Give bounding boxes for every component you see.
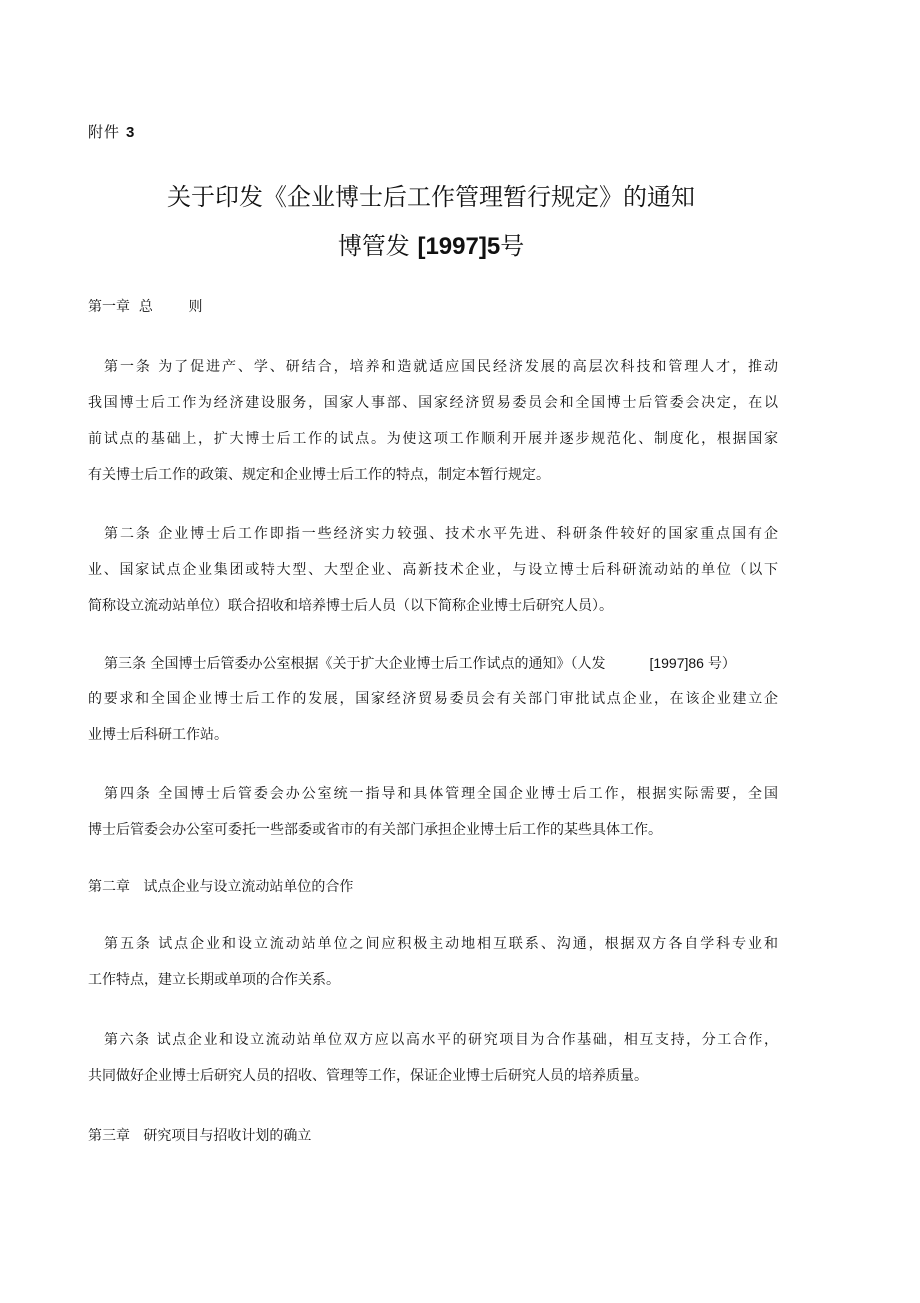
attachment-number: 3 bbox=[126, 124, 136, 141]
article-3-continued bbox=[88, 681, 778, 753]
article-3-line: 的要求和全国企业博士后工作的发展，国家经济贸易委员会有关部门审批试点企业，在该企业建立企 bbox=[88, 691, 778, 707]
chapter-2-heading: 第二章 试点企业与设立流动站单位的合作 bbox=[88, 879, 354, 895]
article-1-line: 前试点的基础上，扩大博士后工作的试点。为使这项工作顺利开展并逐步规范化、制度化，根据国家 bbox=[88, 431, 778, 447]
article-3-text: 第三条 全国博士后管委办公室根据《关于扩大企业博士后工作试点的通知》（人发 bbox=[104, 656, 606, 672]
document-number bbox=[60, 229, 802, 264]
article-6-line: 第六条 试点企业和设立流动站单位双方应以高水平的研究项目为合作基础，相互支持，分工合作， bbox=[104, 1032, 778, 1048]
article-2-line: 第二条 企业博士后工作即指一些经济实力较强、技术水平先进、科研条件较好的国家重点国有企 bbox=[104, 526, 778, 542]
article-4 bbox=[88, 776, 778, 848]
article-5 bbox=[88, 926, 778, 998]
article-3-line bbox=[88, 645, 830, 682]
article-4-line: 博士后管委会办公室可委托一些部委或省市的有关部门承担企业博士后工作的某些具体工作。 bbox=[88, 822, 662, 838]
article-1 bbox=[88, 349, 778, 493]
chapter-1-heading: 第一章 总 则 bbox=[88, 299, 203, 315]
chapter-3-heading: 第三章 研究项目与招收计划的确立 bbox=[88, 1128, 312, 1144]
doc-number-suffix: 号 bbox=[500, 232, 525, 260]
attachment-label bbox=[88, 121, 135, 142]
article-1-line: 第一条 为了促进产、学、研结合，培养和造就适应国民经济发展的高层次科技和管理人才，推动 bbox=[104, 359, 778, 375]
article-2-line: 简称设立流动站单位）联合招收和培养博士后人员（以下简称企业博士后研究人员）。 bbox=[88, 598, 613, 614]
article-3-line: 业博士后科研工作站。 bbox=[88, 727, 228, 743]
document-title: 关于印发《企业博士后工作管理暂行规定》的通知 bbox=[167, 183, 695, 211]
article-6 bbox=[88, 1022, 778, 1094]
article-4-line: 第四条 全国博士后管委会办公室统一指导和具体管理全国企业博士后工作，根据实际需要，全国 bbox=[104, 786, 778, 802]
doc-number-prefix: 博管发 bbox=[337, 232, 410, 260]
doc-number-value: [1997]5 bbox=[417, 233, 501, 260]
article-3-doc-ref: [1997]86 号） bbox=[649, 655, 736, 671]
article-2 bbox=[88, 516, 778, 624]
article-1-line: 有关博士后工作的政策、规定和企业博士后工作的特点，制定本暂行规定。 bbox=[88, 467, 550, 483]
article-2-line: 业、国家试点企业集团或特大型、大型企业、高新技术企业，与设立博士后科研流动站的单位（以下 bbox=[88, 562, 778, 578]
article-1-line: 我国博士后工作为经济建设服务，国家人事部、国家经济贸易委员会和全国博士后管委会决定，在以 bbox=[88, 395, 778, 411]
article-5-line: 工作特点，建立长期或单项的合作关系。 bbox=[88, 972, 340, 988]
article-6-line: 共同做好企业博士后研究人员的招收、管理等工作，保证企业博士后研究人员的培养质量。 bbox=[88, 1068, 648, 1084]
article-3 bbox=[88, 645, 830, 682]
article-5-line: 第五条 试点企业和设立流动站单位之间应积极主动地相互联系、沟通，根据双方各自学科专业和 bbox=[104, 936, 778, 952]
attachment-text: 附件 bbox=[88, 123, 121, 141]
